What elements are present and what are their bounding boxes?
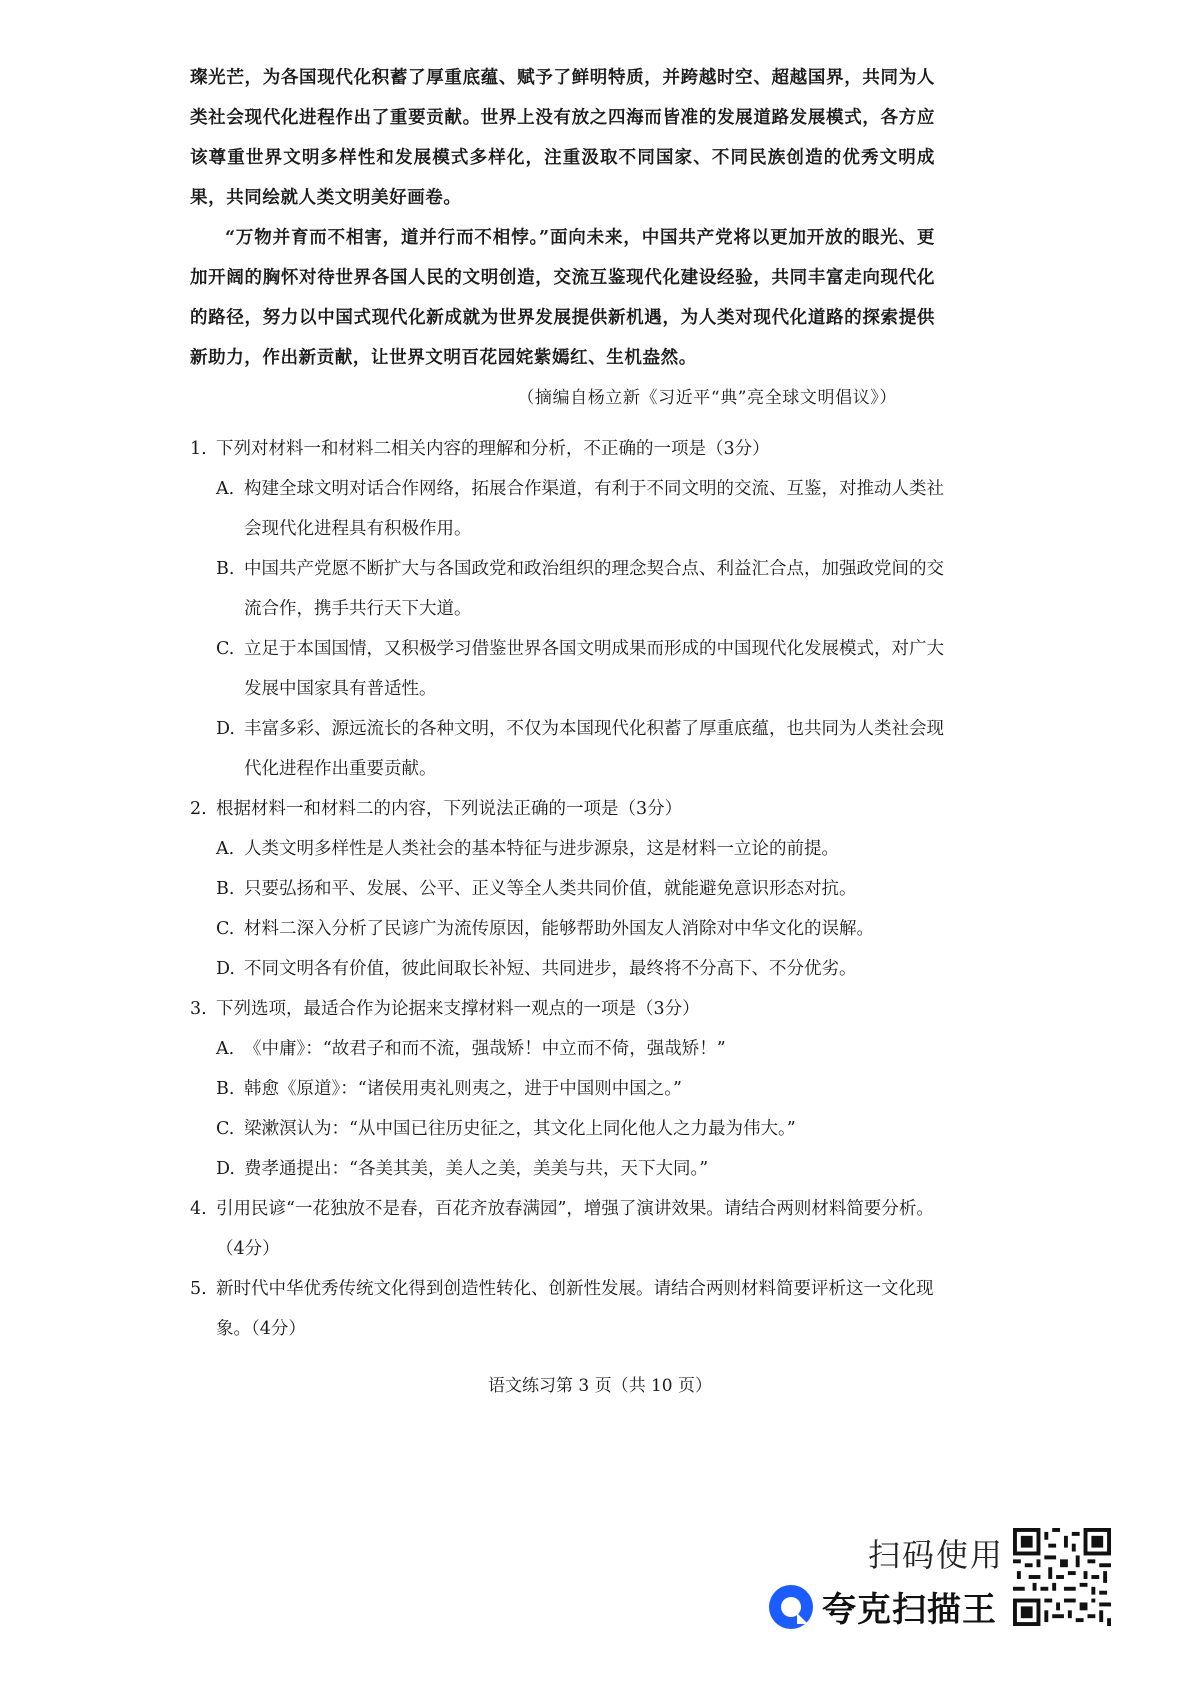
option-letter: B. <box>216 1079 235 1099</box>
option-letter: C. <box>216 639 235 659</box>
option-c <box>190 909 950 949</box>
scan-to-use-label: 扫码使用 <box>868 1536 1005 1574</box>
question-2 <box>190 789 950 989</box>
question-4 <box>190 1189 950 1269</box>
question-stem: 根据材料一和材料二的内容，下列说法正确的一项是（3分） <box>216 799 683 819</box>
option-a <box>190 1029 950 1069</box>
brand-name: 夸克扫描王 <box>822 1590 997 1630</box>
option-letter: C. <box>216 919 235 939</box>
option-letter: D. <box>216 719 235 739</box>
question-stem: 下列选项，最适合作为论据来支撑材料一观点的一项是（3分） <box>216 999 700 1019</box>
option-c <box>190 1109 950 1149</box>
passage-paragraph: “万物并育而不相害，道并行而不相悖。”面向未来，中国共产党将以更加开放的眼光、更加开阔的胸怀对待世界各国人民的文明创造，交流互鉴现代化建设经验，共同丰富走向现代化的路径，努力以中国式现代化新成就为世界发展提供新机遇，为人类对现代化道路的探索提供新助力，作出新贡献，让世界文明百花园姹紫嫣红、生机盎然。 <box>190 228 935 368</box>
qr-code-icon[interactable] <box>1013 1528 1111 1626</box>
option-text: 材料二深入分析了民谚广为流传原因，能够帮助外国友人消除对中华文化的误解。 <box>244 919 874 939</box>
option-a <box>190 829 950 869</box>
question-stem: 下列对材料一和材料二相关内容的理解和分析，不正确的一项是（3分） <box>216 439 770 459</box>
question-stem: 引用民谚“一花独放不是春，百花齐放春满园”，增强了演讲效果。请结合两则材料简要分析。（4分） <box>216 1199 934 1259</box>
passage-paragraph: 璨光芒，为各国现代化积蓄了厚重底蕴、赋予了鲜明特质，并跨越时空、超越国界，共同为人类社会现代化进程作出了重要贡献。世界上没有放之四海而皆准的发展道路发展模式，各方应该尊重世界文明多样性和发展模式多样化，注重汲取不同国家、不同民族创造的优秀文明成果，共同绘就人类文明美好画卷。 <box>190 68 935 208</box>
option-c <box>190 629 950 709</box>
option-text: 只要弘扬和平、发展、公平、正义等全人类共同价值，就能避免意识形态对抗。 <box>244 879 857 899</box>
passage-source: （摘编自杨立新《习近平“典”亮全球文明倡议》） <box>517 388 897 408</box>
question-stem: 新时代中华优秀传统文化得到创造性转化、创新性发展。请结合两则材料简要评析这一文化现象。（4分） <box>216 1279 934 1339</box>
option-b <box>190 869 950 909</box>
option-text: 立足于本国国情，又积极学习借鉴世界各国文明成果而形成的中国现代化发展模式，对广大发展中国家具有普适性。 <box>244 639 944 699</box>
question-number: 4. <box>190 1199 207 1219</box>
option-b <box>190 549 950 629</box>
option-d <box>190 1149 950 1189</box>
page-footer: 语文练习第 3 页（共 10 页） <box>487 1376 713 1396</box>
question-5 <box>190 1269 950 1349</box>
option-letter: D. <box>216 1159 235 1179</box>
option-text: 不同文明各有价值，彼此间取长补短、共同进步，最终将不分高下、不分优劣。 <box>244 959 857 979</box>
option-text: 费孝通提出：“各美其美，美人之美，美美与共，天下大同。” <box>244 1159 709 1179</box>
option-letter: A. <box>216 839 235 859</box>
question-number: 5. <box>190 1279 207 1299</box>
option-letter: D. <box>216 959 235 979</box>
question-1 <box>190 429 950 789</box>
option-a <box>190 469 950 549</box>
option-letter: A. <box>216 479 235 499</box>
option-letter: B. <box>216 879 235 899</box>
option-text: 丰富多彩、源远流长的各种文明，不仅为本国现代化积蓄了厚重底蕴，也共同为人类社会现代化进程作出重要贡献。 <box>244 719 944 779</box>
quark-logo-icon <box>768 1584 814 1630</box>
question-number: 3. <box>190 999 207 1019</box>
passage <box>190 58 935 418</box>
option-d <box>190 949 950 989</box>
option-letter: A. <box>216 1039 235 1059</box>
option-text: 中国共产党愿不断扩大与各国政党和政治组织的理念契合点、利益汇合点，加强政党间的交流合作，携手共行天下大道。 <box>244 559 944 619</box>
question-number: 2. <box>190 799 207 819</box>
option-b <box>190 1069 950 1109</box>
scanner-brand <box>768 1582 997 1631</box>
option-text: 韩愈《原道》：“诸侯用夷礼则夷之，进于中国则中国之。” <box>244 1079 682 1099</box>
option-text: 构建全球文明对话合作网络，拓展合作渠道，有利于不同文明的交流、互鉴，对推动人类社会现代化进程具有积极作用。 <box>244 479 944 539</box>
question-number: 1. <box>190 439 207 459</box>
option-text: 人类文明多样性是人类社会的基本特征与进步源泉，这是材料一立论的前提。 <box>244 839 839 859</box>
question-list <box>190 429 950 1349</box>
question-3 <box>190 989 950 1189</box>
option-letter: B. <box>216 559 235 579</box>
option-text: 梁漱溟认为：“从中国已往历史征之，其文化上同化他人之力最为伟大。” <box>244 1119 796 1139</box>
option-letter: C. <box>216 1119 235 1139</box>
option-text: 《中庸》：“故君子和而不流，强哉矫！中立而不倚，强哉矫！” <box>244 1039 726 1059</box>
option-d <box>190 709 950 789</box>
